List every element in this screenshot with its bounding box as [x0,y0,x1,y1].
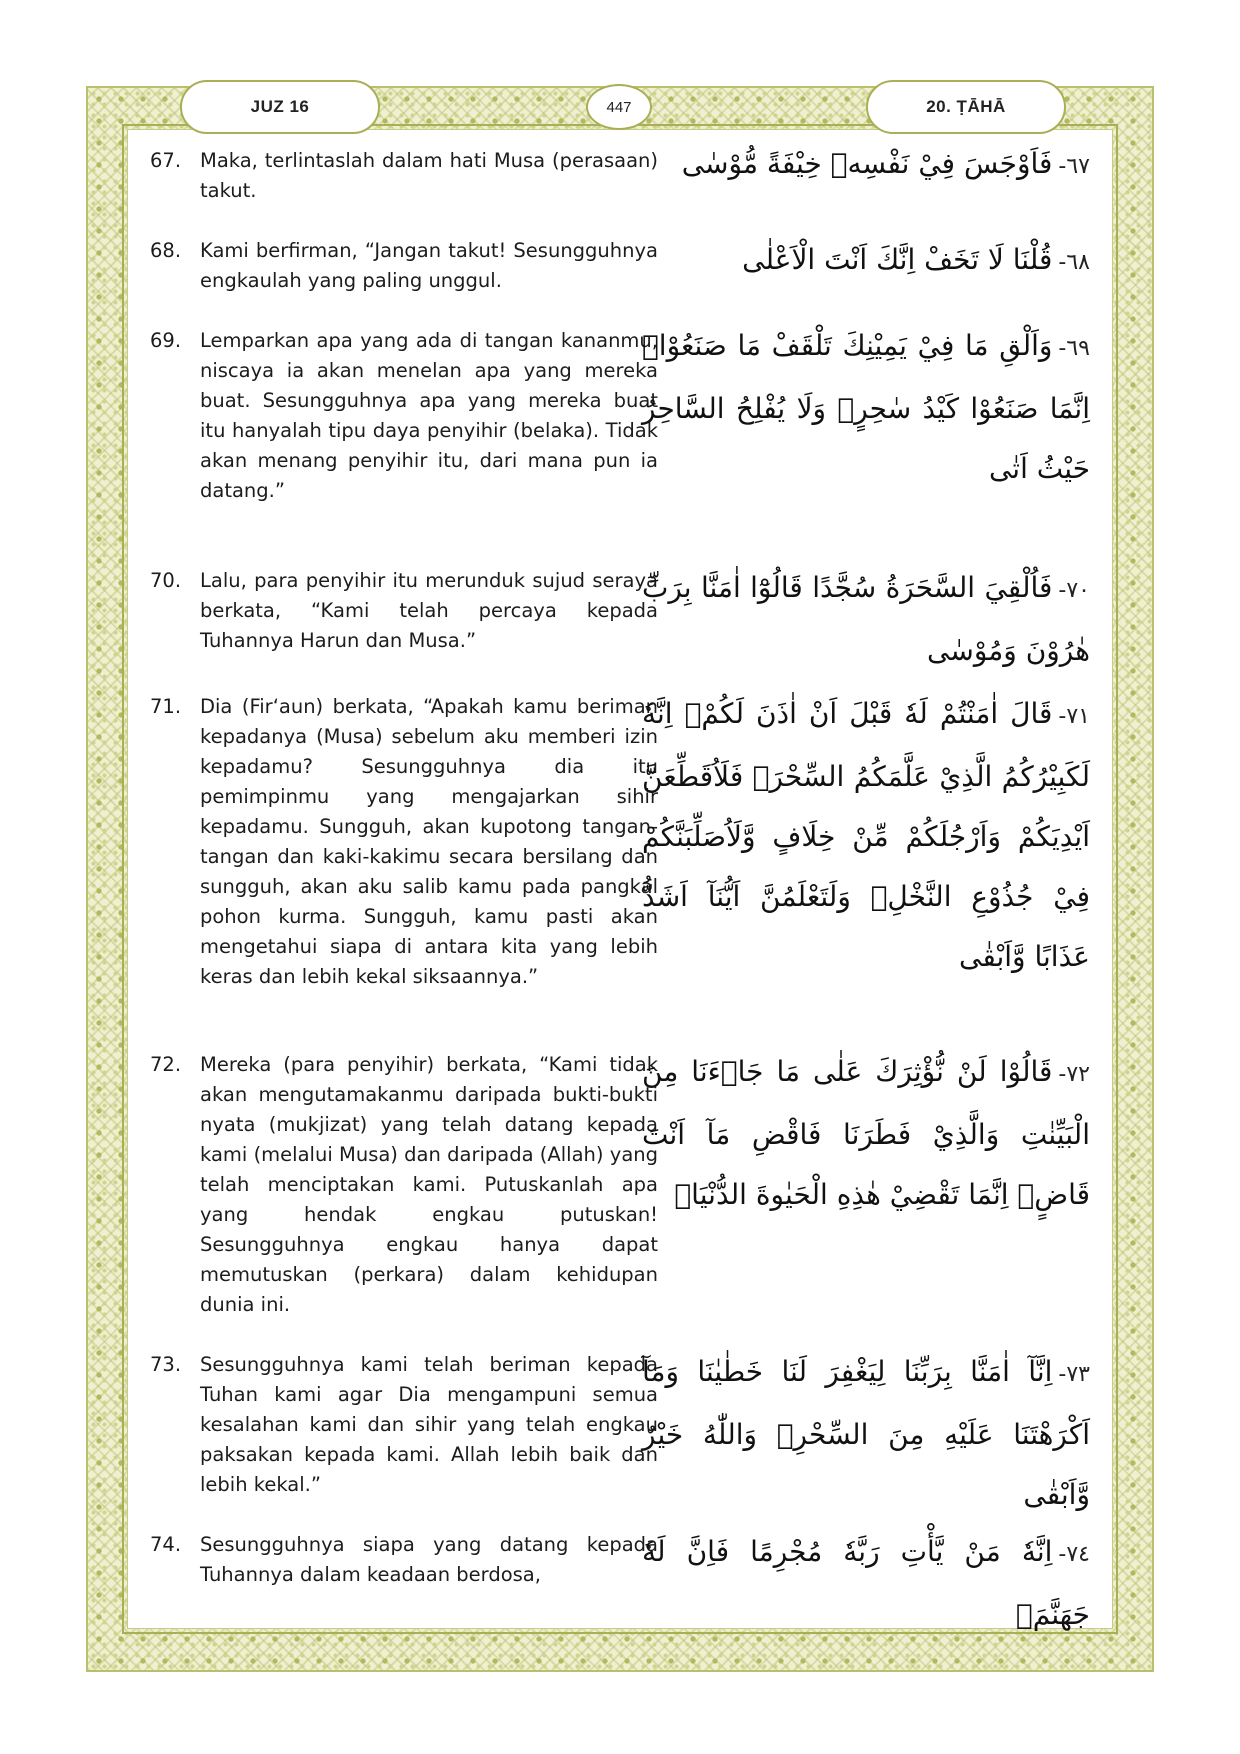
verse-arabic: ٧٢-قَالُوْا لَنْ نُّؤْثِرَكَ عَلٰى مَا جَاۤءَنَا مِنَ الْبَيِّنٰتِ وَالَّذِيْ فَطَرَنَا فَاقْضِ مَآ اَنْتَ قَاضٍۗ اِنَّمَا تَقْضِيْ هٰذِهِ الْحَيٰوةَ الدُّنْيَاۗ [642,1055,1090,1211]
verse-translation: Kami berfirman, “Jangan takut! Sesungguhnya engkaulah yang paling unggul. [200,239,658,292]
verse-arabic: ٦٨-قُلْنَا لَا تَخَفْ اِنَّكَ اَنْتَ الْاَعْلٰى [742,243,1090,276]
surah-label: 20. ṬĀHĀ [866,80,1066,134]
verse-translation: Maka, terlintaslah dalam hati Musa (perasaan) takut. [200,149,658,202]
verse-number: 71. [150,695,182,718]
verse-translation: Sesungguhnya siapa yang datang kepada Tuhannya dalam keadaan berdosa, [200,1533,658,1586]
verse-number: 73. [150,1353,182,1376]
verse-arabic: ٦٩-وَاَلْقِ مَا فِيْ يَمِيْنِكَ تَلْقَفْ مَا صَنَعُوْاۗ اِنَّمَا صَنَعُوْا كَيْدُ سٰحِرٍۗ وَلَا يُفْلِحُ السَّاحِرُ حَيْثُ اَتٰى [642,329,1090,485]
verse-number: 72. [150,1053,182,1076]
verse-arabic: ٧٣-اِنَّآ اٰمَنَّا بِرَبِّنَا لِيَغْفِرَ لَنَا خَطٰيٰنَا وَمَآ اَكْرَهْتَنَا عَلَيْهِ مِنَ السِّحْرِۗ وَاللّٰهُ خَيْرٌ وَّاَبْقٰى [642,1355,1090,1511]
verse-translation: Lalu, para penyihir itu merunduk sujud seraya berkata, “Kami telah percaya kepada Tuhannya Harun dan Musa.” [200,569,658,652]
verse-number: 74. [150,1533,182,1556]
verse-translation: Sesungguhnya kami telah beriman kepada Tuhan kami agar Dia mengampuni semua kesalahan kami dan sihir yang telah engkau paksakan kepada kami. Allah lebih baik dan lebih kekal.” [200,1353,658,1496]
verse-translation: Mereka (para penyihir) berkata, “Kami tidak akan mengutamakanmu daripada bukti-bukti nyata (mukjizat) yang telah datang kepada kami (melalui Musa) dan daripada (Allah) yang telah menciptakan kami. Putuskanlah apa yang hendak engkau putuskan! Sesungguhnya engkau hanya dapat memutuskan (perkara) dalam kehidupan dunia ini. [200,1053,658,1316]
verse-arabic: ٧٠-فَاُلْقِيَ السَّحَرَةُ سُجَّدًا قَالُوْٓا اٰمَنَّا بِرَبِّ هٰرُوْنَ وَمُوْسٰى [642,571,1090,667]
verse-arabic: ٦٧-فَاَوْجَسَ فِيْ نَفْسِهٖ خِيْفَةً مُّوْسٰى [681,147,1090,180]
verse-number: 67. [150,149,182,172]
verse-arabic: ٧٤-اِنَّهٗ مَنْ يَّأْتِ رَبَّهٗ مُجْرِمًا فَاِنَّ لَهٗ جَهَنَّمَۗ [642,1535,1090,1631]
verse-number: 69. [150,329,182,352]
verse-arabic: ٧١-قَالَ اٰمَنْتُمْ لَهٗ قَبْلَ اَنْ اٰذَنَ لَكُمْۗ اِنَّهٗ لَكَبِيْرُكُمُ الَّذِيْ عَلَّمَكُمُ السِّحْرَۚ فَلَاُقَطِّعَنَّ اَيْدِيَكُمْ وَاَرْجُلَكُمْ مِّنْ خِلَافٍ وَّلَاُصَلِّبَنَّكُمْ فِيْ جُذُوْعِ النَّخْلِۖ وَلَتَعْلَمُنَّ اَيُّنَآ اَشَدُّ عَذَابًا وَّاَبْقٰى [642,697,1090,973]
page-number: 447 [586,84,652,130]
verse-number: 70. [150,569,182,592]
verse-translation: Dia (Fir‘aun) berkata, “Apakah kamu beriman kepadanya (Musa) sebelum aku memberi izin kepadamu? Sesungguhnya dia itu pemimpinmu yang mengajarkan sihir kepadamu. Sungguh, akan kupotong tangan-tangan dan kaki-kakimu secara bersilang dan sungguh, akan aku salib kamu pada pangkal pohon kurma. Sungguh, kamu pasti akan mengetahui siapa di antara kita yang lebih keras dan lebih kekal siksaannya.” [200,695,658,988]
verse-number: 68. [150,239,182,262]
verse-translation: Lemparkan apa yang ada di tangan kananmu, niscaya ia akan menelan apa yang mereka buat. Sesungguhnya apa yang mereka buat itu hanyalah tipu daya penyihir (belaka). Tidak akan menang penyihir itu, dari mana pun ia datang.” [200,329,658,502]
juz-label: JUZ 16 [180,80,380,134]
